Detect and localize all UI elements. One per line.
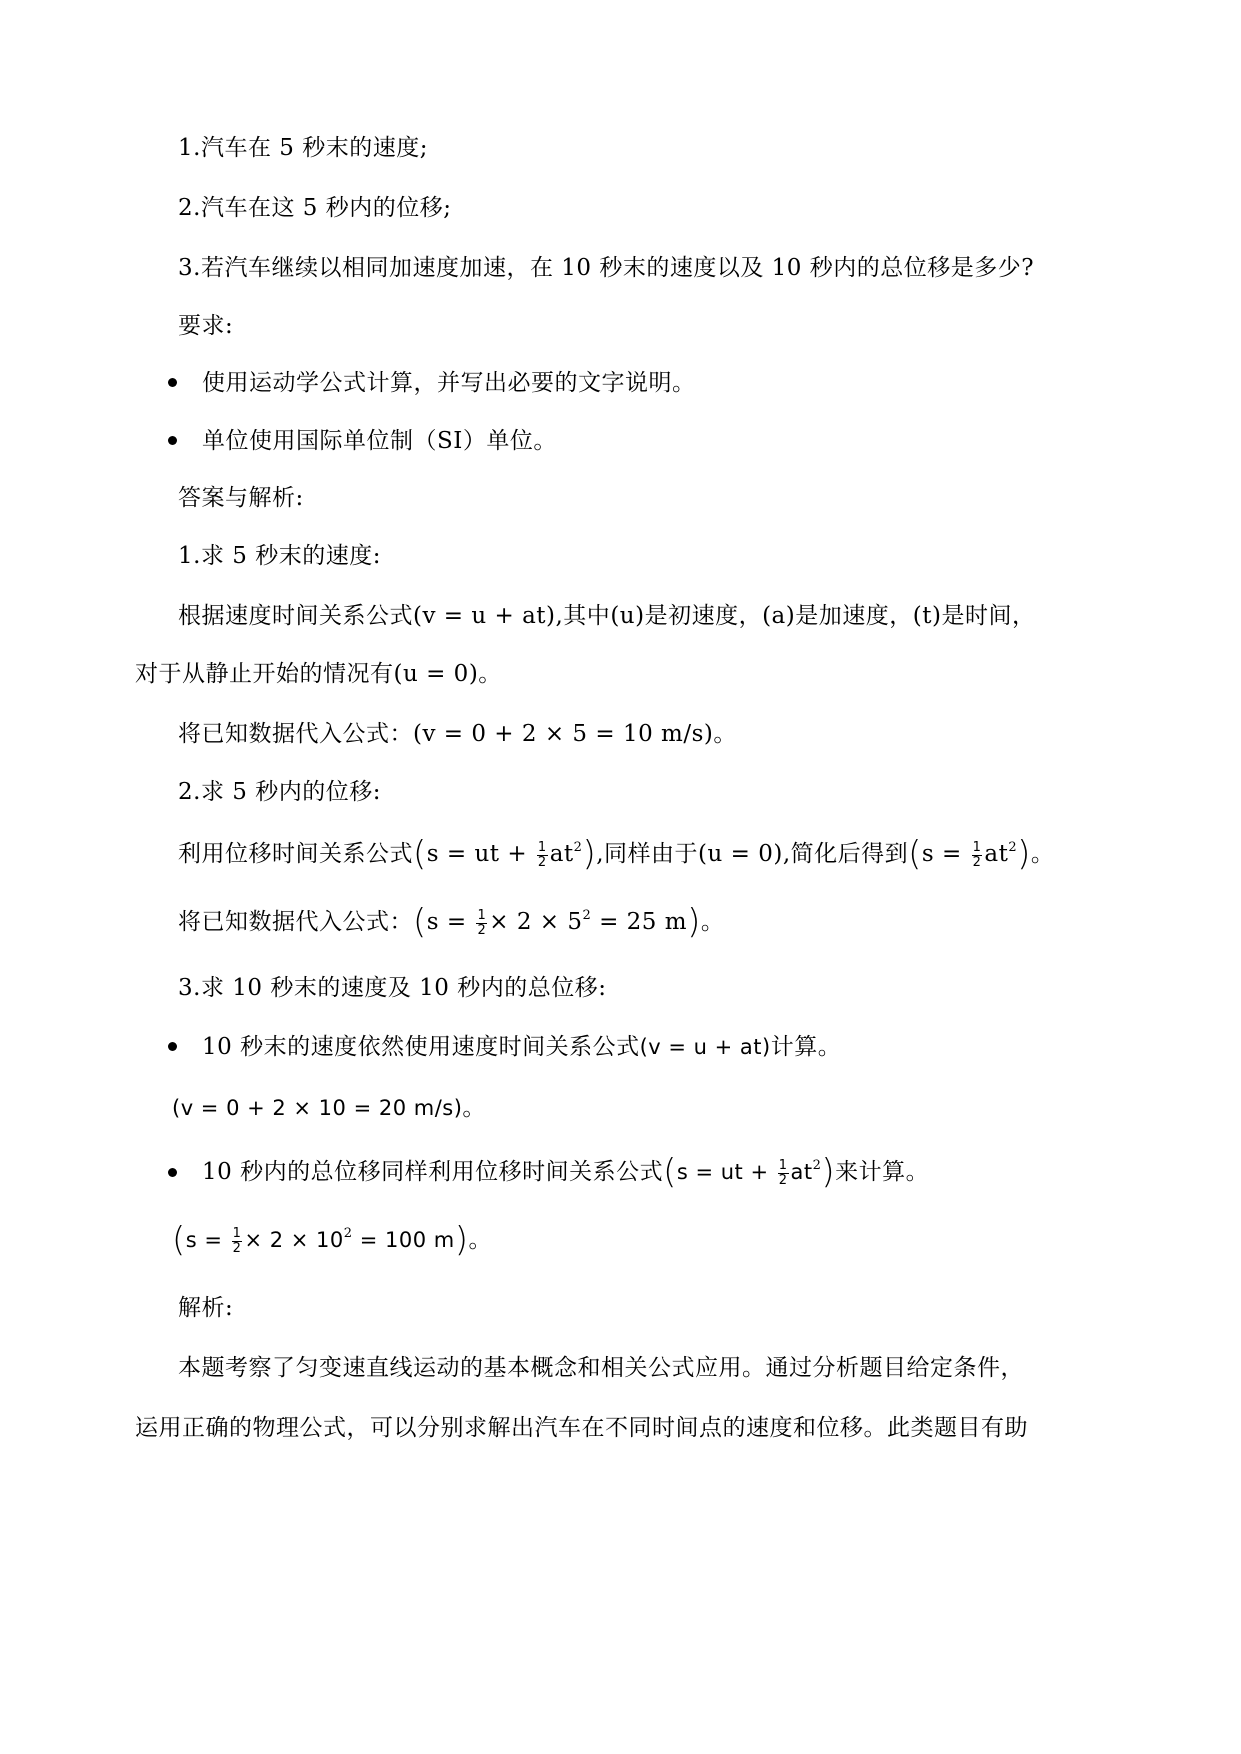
question-1: 1.汽车在 5 秒末的速度; [178,135,428,161]
exponent: 2 [573,840,583,855]
requirements-title: 要求: [178,313,234,339]
paren: ( [413,902,427,942]
answer-3-bullet-1 [202,1029,841,1065]
ut-plus: ut + [720,1160,776,1184]
text: 根据速度时间关系公式 [178,603,413,629]
u-zero-formula: (u = 0) [393,661,479,687]
answer-1-paragraph-1 [178,598,1035,634]
half-fraction [232,1227,243,1256]
half-fraction [972,841,983,870]
u-symbol: (u) [610,603,645,629]
numerator: 1 [477,907,487,923]
answer-2-title: 2.求 5 秒内的位移: [178,779,381,805]
text: 10 秒内的总位移同样利用位移时间关系公式 [202,1159,664,1185]
exponent: 2 [582,908,592,923]
numerator: 1 [972,839,982,855]
bullet-icon [168,436,177,445]
answer-2-paragraph-2 [178,904,724,944]
result: = 25 m [591,909,688,935]
bullet-icon [168,1168,177,1177]
velocity-formula: (v = u + at) [413,603,556,629]
answer-2-paragraph-1 [178,836,1054,876]
ut-plus: ut + [474,841,535,867]
denominator: 2 [537,854,547,870]
bullet-icon [168,1042,177,1051]
at: at [549,841,574,867]
a-symbol: (a) [762,603,796,629]
answer-1-title: 1.求 5 秒末的速度: [178,543,381,569]
paren: ( [663,1152,677,1192]
text: ,简化后得到 [782,841,909,867]
text: 是时间， [941,603,1036,629]
paren: ) [582,834,597,874]
paren: ) [454,1220,469,1260]
text: 是初速度， [644,603,763,629]
requirement-2: 单位使用国际单位制（SI）单位。 [202,428,557,454]
text: 10 秒末的速度依然使用速度时间关系公式 [202,1034,640,1060]
text: 将已知数据代入公式： [178,721,413,747]
paren: ) [687,902,701,942]
answer-1-paragraph-3 [178,716,737,752]
text: 。 [468,1227,492,1253]
text: 。 [462,1095,486,1121]
u-zero-formula: (u = 0) [698,841,783,867]
answer-1-paragraph-2 [135,656,502,692]
s-equals: s = [921,841,970,867]
question-3: 3.若汽车继续以相同加速度加速，在 10 秒末的速度以及 10 秒内的总位移是多少? [178,255,1035,281]
answer-3-result-1 [172,1090,486,1126]
s-equals: s = [185,1228,230,1252]
denominator: 2 [972,854,982,870]
analysis-title: 解析: [178,1295,234,1321]
numerator: 1 [537,839,547,855]
denominator: 2 [778,1172,788,1188]
question-2: 2.汽车在这 5 秒内的位移; [178,195,452,221]
text: 。 [478,661,502,687]
denominator: 2 [232,1240,242,1256]
s-equals: s = [426,841,475,867]
s-equals: s = [676,1160,721,1184]
text: 将已知数据代入公式： [178,909,413,935]
text: ,其中 [555,603,611,629]
t-symbol: (t) [912,603,942,629]
text: ,同样由于 [596,841,699,867]
s-equals: s = [426,909,475,935]
denominator: 2 [477,922,487,938]
text: 利用位移时间关系公式 [178,841,413,867]
paren: ) [1017,834,1031,874]
exponent: 2 [343,1226,353,1241]
text: 。 [713,721,737,747]
paren: ( [908,834,922,874]
velocity-formula: (v = u + at) [639,1035,771,1059]
at: at [984,841,1009,867]
answer-title: 答案与解析: [178,485,304,511]
exponent: 2 [1008,840,1018,855]
answer-3-title: 3.求 10 秒末的速度及 10 秒内的总位移: [178,975,607,1001]
text: 来计算。 [835,1159,930,1185]
numerator: 1 [232,1225,242,1241]
multiplication: × 2 × 5 [489,909,583,935]
text: 。 [1030,841,1055,867]
exponent: 2 [812,1158,822,1173]
paren: ( [413,834,427,874]
text: 是加速度， [795,603,913,629]
velocity-substitution: (v = 0 + 2 × 5 = 10 m/s) [413,721,714,747]
at: at [790,1160,813,1184]
half-fraction [778,1159,789,1188]
paren: ) [821,1152,836,1192]
analysis-line-2: 运用正确的物理公式，可以分别求解出汽车在不同时间点的速度和位移。此类题目有助 [135,1415,1028,1441]
answer-3-result-2 [172,1222,492,1262]
text: 对于从静止开始的情况有 [135,661,394,687]
half-fraction [537,841,548,870]
numerator: 1 [778,1157,788,1173]
bullet-icon [168,378,177,387]
text: 。 [700,909,725,935]
result: = 100 m [352,1228,455,1252]
paren: ( [172,1220,186,1260]
multiplication: × 2 × 10 [244,1228,344,1252]
half-fraction [476,909,487,938]
analysis-line-1: 本题考察了匀变速直线运动的基本概念和相关公式应用。通过分析题目给定条件， [178,1355,1024,1381]
velocity-result: (v = 0 + 2 × 10 = 20 m/s) [172,1096,463,1120]
requirement-1: 使用运动学公式计算，并写出必要的文字说明。 [202,370,696,396]
text: 计算。 [770,1034,842,1060]
answer-3-bullet-2 [202,1154,929,1194]
